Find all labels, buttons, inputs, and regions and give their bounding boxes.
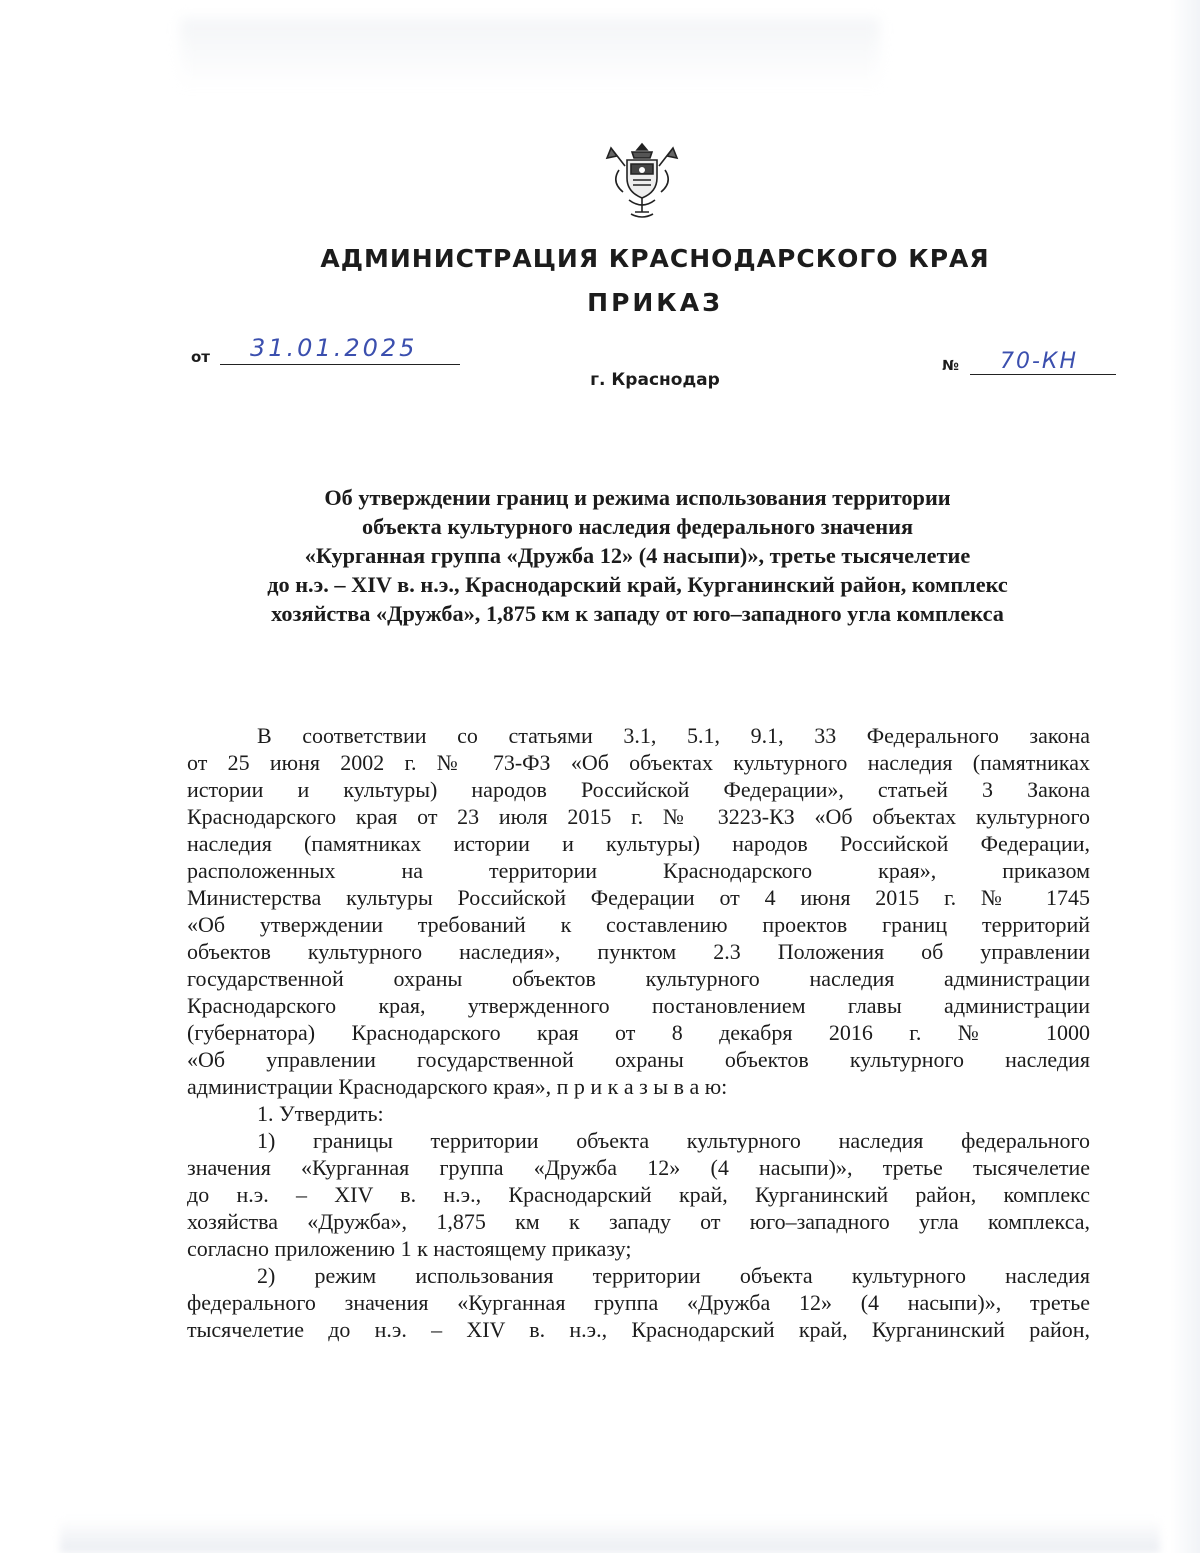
body-line: до н.э. – XIV в. н.э., Краснодарский край, Курганинский район, комплекс — [187, 1182, 1090, 1207]
document-subject — [185, 483, 1090, 628]
scan-shadow-bottom — [60, 1518, 1160, 1553]
body-line: 2) режим использования территории объекта культурного наследия — [257, 1263, 1090, 1288]
body-line: значения «Курганная группа «Дружба 12» (4 насыпи)», третье тысячелетие — [187, 1155, 1090, 1180]
scan-shadow-top — [180, 18, 880, 88]
subitem-2-paragraph — [187, 1262, 1090, 1343]
body-line: администрации Краснодарского края», п р и к а з ы в а ю: — [187, 1074, 728, 1099]
body-line: наследия (памятниках истории и культуры) народов Российской Федерации, — [187, 831, 1090, 856]
body-line: Краснодарского края от 23 июля 2015 г. № 3223-КЗ «Об объектах культурного — [187, 804, 1090, 829]
body-line: расположенных на территории Краснодарского края», приказом — [187, 858, 1090, 883]
number-underline — [970, 374, 1116, 375]
date-underline — [220, 364, 460, 365]
subject-line: до н.э. – XIV в. н.э., Краснодарский край, Курганинский район, комплекс — [267, 572, 1008, 597]
body-line: согласно приложению 1 к настоящему приказу; — [187, 1236, 632, 1261]
city: г. Краснодар — [590, 370, 720, 390]
body-line: 1) границы территории объекта культурного наследия федерального — [257, 1128, 1090, 1153]
body-line: государственной охраны объектов культурного наследия администрации — [187, 966, 1090, 991]
coat-of-arms-icon — [605, 140, 679, 222]
body-line: «Об утверждении требований к составлению проектов границ территорий — [187, 912, 1090, 937]
body-line: от 25 июня 2002 г. № 73-ФЗ «Об объектах культурного наследия (памятниках — [187, 750, 1090, 775]
subject-line: «Курганная группа «Дружба 12» (4 насыпи)», третье тысячелетие — [304, 543, 971, 568]
body-line: Краснодарского края, утвержденного постановлением главы администрации — [187, 993, 1090, 1018]
subitem-1-paragraph — [187, 1127, 1090, 1262]
document-body — [187, 722, 1090, 1343]
preamble-paragraph — [187, 722, 1090, 1100]
document-type: ПРИКАЗ — [587, 288, 723, 317]
body-line: объектов культурного наследия», пунктом 2.3 Положения об управлении — [187, 939, 1090, 964]
scan-shadow-right — [1170, 0, 1200, 1553]
handwritten-number: 70-КН — [1000, 349, 1079, 374]
subject-line: Об утверждении границ и режима использования территории — [324, 485, 951, 510]
subject-line: объекта культурного наследия федерального значения — [361, 514, 914, 539]
body-line: (губернатора) Краснодарского края от 8 декабря 2016 г. № 1000 — [187, 1020, 1090, 1045]
body-line: хозяйства «Дружба», 1,875 км к западу от юго–западного угла комплекса, — [187, 1209, 1090, 1234]
body-line: федерального значения «Курганная группа «Дружба 12» (4 насыпи)», третье — [187, 1290, 1090, 1315]
body-line: истории и культуры) народов Российской Федерации», статьей 3 Закона — [187, 777, 1090, 802]
body-line: тысячелетие до н.э. – XIV в. н.э., Краснодарский край, Курганинский район, — [187, 1317, 1090, 1342]
date-label: от — [191, 348, 210, 366]
body-line: «Об управлении государственной охраны объектов культурного наследия — [187, 1047, 1090, 1072]
body-line: Министерства культуры Российской Федерации от 4 июня 2015 г. № 1745 — [187, 885, 1090, 910]
number-label: № — [942, 358, 959, 374]
handwritten-date: 31.01.2025 — [250, 334, 418, 362]
body-line: В соответствии со статьями 3.1, 5.1, 9.1, 33 Федерального закона — [257, 723, 1090, 748]
item-1-heading: 1. Утвердить: — [257, 1101, 384, 1126]
subject-line: хозяйства «Дружба», 1,875 км к западу от юго–западного угла комплекса — [271, 601, 1004, 626]
organization-title: АДМИНИСТРАЦИЯ КРАСНОДАРСКОГО КРАЯ — [320, 244, 990, 273]
